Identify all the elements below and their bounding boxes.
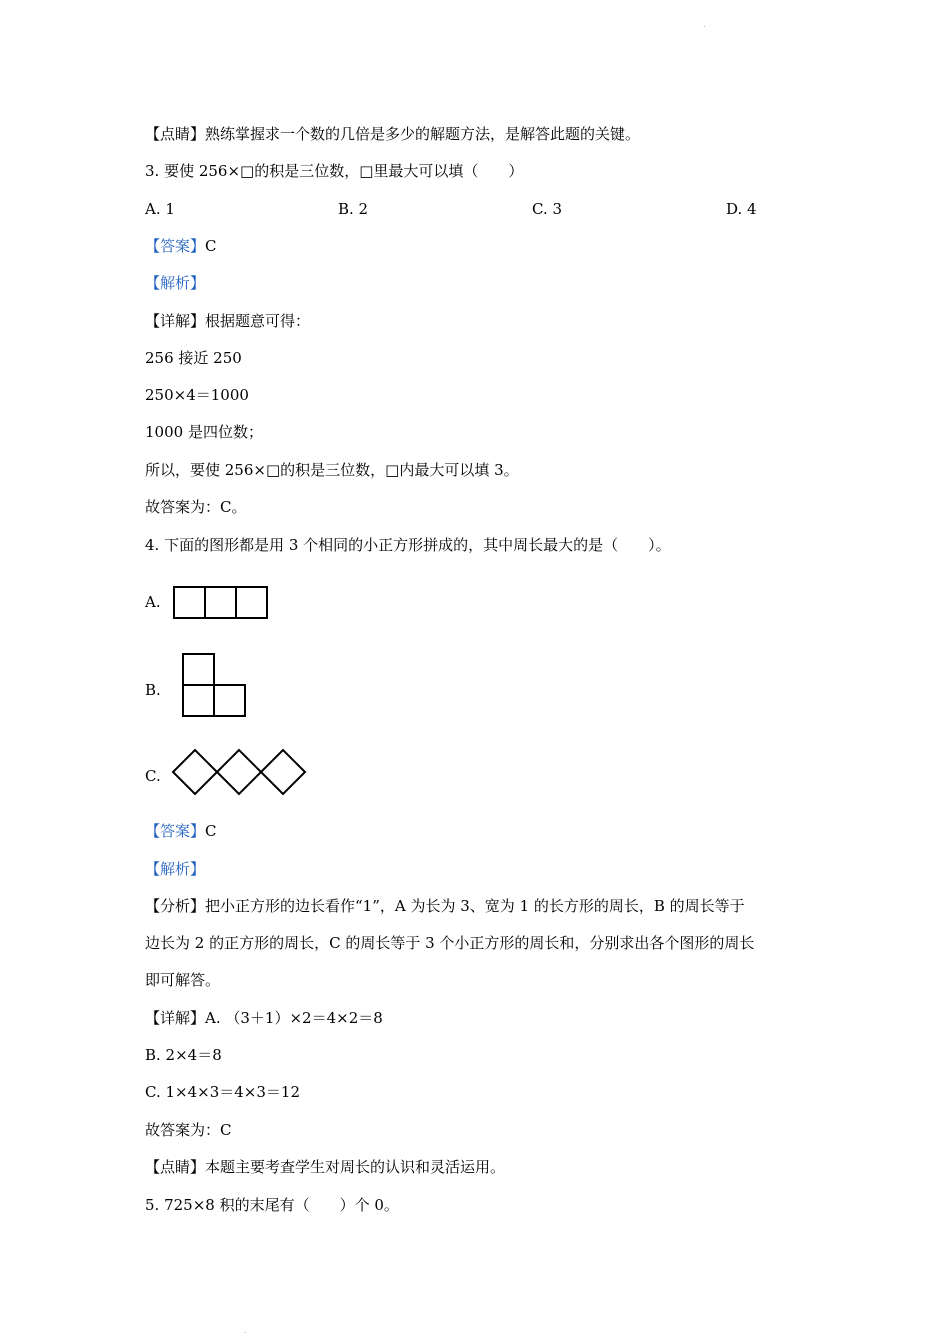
q4-detail-text: A. （3＋1）×2＝4×2＝8 <box>205 1009 383 1027</box>
scan-dot: . <box>244 1326 247 1335</box>
q3-line-2: 250×4＝1000 <box>145 386 249 404</box>
q4-dianjing-tag: 【点睛】 <box>145 1158 206 1176</box>
q4-dianjing-line <box>145 1157 505 1177</box>
q4-label-c: C. <box>145 767 161 785</box>
q4-label-a: A. <box>145 593 161 611</box>
scan-dot: . <box>703 20 706 29</box>
q3-detail-text: 根据题意可得： <box>205 312 311 330</box>
q4-line-2: C. 1×4×3＝4×3＝12 <box>145 1083 300 1101</box>
q4-line-3: 故答案为：C <box>145 1121 232 1139</box>
q4-fenxi-line-3: 即可解答。 <box>145 971 221 989</box>
q3-option-c: C. 3 <box>532 200 563 218</box>
q3-answer-line <box>145 236 217 256</box>
q4-fenxi-text-1: 把小正方形的边长看作“1”，A 为长为 3、宽为 1 的长方形的周长，B 的周长等于 <box>205 897 745 915</box>
q3-answer-tag: 【答案】 <box>145 237 206 255</box>
q4-stem: 4. 下面的图形都是用 3 个相同的小正方形拼成的，其中周长最大的是（ ）。 <box>145 536 671 554</box>
q3-line-5: 故答案为：C。 <box>145 498 247 516</box>
q4-line-1: B. 2×4＝8 <box>145 1046 222 1064</box>
q4-answer-line <box>145 821 217 841</box>
q3-option-b: B. 2 <box>338 200 369 218</box>
q3-detail-line <box>145 311 310 331</box>
q4-fenxi-line-2: 边长为 2 的正方形的周长，C 的周长等于 3 个小正方形的周长和，分别求出各个图形的周长 <box>145 934 755 952</box>
q3-line-1: 256 接近 250 <box>145 349 242 367</box>
q4-figure-b <box>180 651 248 719</box>
q2-dianjing-line <box>145 124 640 144</box>
q3-option-a: A. 1 <box>145 200 175 218</box>
q4-detail-line <box>145 1008 383 1028</box>
q4-analysis-tag: 【解析】 <box>145 860 206 878</box>
q4-fenxi-tag: 【分析】 <box>145 897 206 915</box>
q4-figure-a <box>172 585 270 621</box>
q4-answer: C <box>205 822 217 840</box>
q2-dianjing-text: 熟练掌握求一个数的几倍是多少的解题方法，是解答此题的关键。 <box>205 125 641 143</box>
q3-detail-tag: 【详解】 <box>145 312 206 330</box>
q4-answer-tag: 【答案】 <box>145 822 206 840</box>
q3-option-d: D. 4 <box>726 200 757 218</box>
q4-detail-tag: 【详解】 <box>145 1009 206 1027</box>
q4-figure-c <box>170 748 308 796</box>
q2-dianjing-tag: 【点睛】 <box>145 125 206 143</box>
q4-label-b: B. <box>145 681 161 699</box>
q4-dianjing-text: 本题主要考查学生对周长的认识和灵活运用。 <box>205 1158 506 1176</box>
q3-stem: 3. 要使 256×□的积是三位数，□里最大可以填（ ） <box>145 162 524 180</box>
q3-line-4: 所以，要使 256×□的积是三位数，□内最大可以填 3。 <box>145 461 519 479</box>
q3-line-3: 1000 是四位数； <box>145 423 263 441</box>
q5-stem: 5. 725×8 积的末尾有（ ）个 0。 <box>145 1196 399 1214</box>
q3-answer: C <box>205 237 217 255</box>
q3-analysis-tag: 【解析】 <box>145 274 206 292</box>
q4-fenxi-line-1 <box>145 896 745 916</box>
